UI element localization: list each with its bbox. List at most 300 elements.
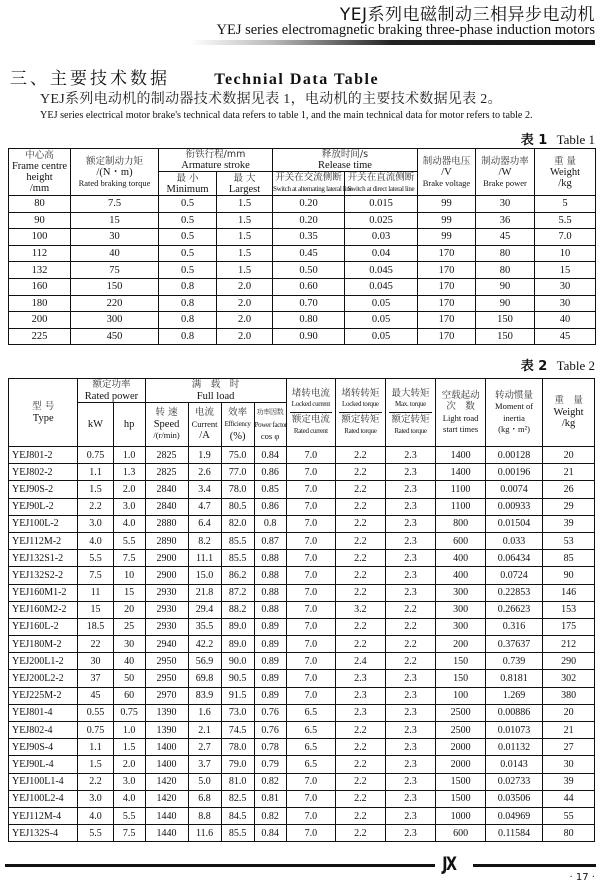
table-cell: 0.033: [485, 532, 542, 549]
header-label: 重 量: [554, 395, 583, 407]
header-label: /A: [199, 430, 210, 442]
table-cell: 5.5: [113, 807, 145, 824]
table-cell: 2.3: [385, 447, 436, 464]
table-cell: 3.0: [78, 790, 113, 807]
section-title: [10, 64, 379, 89]
table-cell: 112: [9, 245, 71, 262]
table-cell: 600: [436, 532, 486, 549]
table-cell: 2.2: [385, 618, 436, 635]
table-cell: 2.3: [385, 550, 436, 567]
table-row: [9, 567, 595, 584]
table-row: [9, 670, 595, 687]
col-stroke-min: [159, 172, 217, 196]
table-cell: 6.5: [286, 739, 336, 756]
table-cell: YEJ100L2-4: [9, 790, 78, 807]
table-row: [9, 601, 595, 618]
header-label: 满 载 时: [191, 379, 240, 390]
table-cell: 2950: [145, 670, 188, 687]
table-cell: 15: [113, 584, 145, 601]
table-cell: 42.2: [188, 636, 221, 653]
table-cell: 153: [543, 601, 595, 618]
table-row: [9, 464, 595, 481]
table-cell: 0.80: [273, 312, 345, 329]
header-title-en: YEJ series electromagnetic braking three-phase induction motors: [216, 22, 595, 38]
table-cell: 0.87: [254, 532, 286, 549]
table-cell: YEJ132S1-2: [9, 550, 78, 567]
table-cell: 1390: [145, 722, 188, 739]
table-cell: 0.55: [78, 704, 113, 721]
table-cell: 0.85: [254, 481, 286, 498]
table1-caption-en: Table 1: [556, 132, 595, 147]
table-cell: 27: [543, 739, 595, 756]
table-cell: 0.20: [273, 196, 345, 213]
table-cell: 2.2: [336, 567, 386, 584]
table-cell: 0.50: [273, 262, 345, 279]
table-cell: 2.0: [217, 312, 273, 329]
table-cell: 0.81: [254, 790, 286, 807]
table-cell: 29.4: [188, 601, 221, 618]
table-cell: 0.5: [159, 212, 217, 229]
table-cell: 1500: [436, 790, 486, 807]
header-label: Type: [32, 412, 54, 424]
table2-caption-cn: 表 2: [520, 359, 548, 374]
table-cell: 2.2: [385, 636, 436, 653]
table-row: [9, 515, 595, 532]
footer-rule-left: [5, 864, 435, 867]
table-cell: 0.84: [254, 825, 286, 842]
table-cell: 0.015: [345, 196, 418, 213]
table-cell: 82.0: [221, 515, 254, 532]
table-cell: 0.8: [159, 278, 217, 295]
table-cell: 2.2: [336, 825, 386, 842]
table-cell: 21: [543, 464, 595, 481]
table-cell: 1400: [436, 464, 486, 481]
table-cell: 7.0: [286, 498, 336, 515]
table-cell: 150: [476, 328, 535, 345]
table-cell: 2.2: [336, 790, 386, 807]
section-title-cn: 三、主要技术数据: [10, 69, 170, 89]
header-label: /(N・m): [96, 166, 133, 178]
table-cell: 1400: [145, 756, 188, 773]
table-cell: 56.9: [188, 653, 221, 670]
table-cell: 45: [476, 229, 535, 246]
table-cell: 2.3: [385, 584, 436, 601]
table-cell: 7.0: [535, 229, 596, 246]
table-cell: YEJ160M1-2: [9, 584, 78, 601]
table-cell: 2.4: [336, 653, 386, 670]
table-cell: 77.0: [221, 464, 254, 481]
table-cell: 0.8: [159, 295, 217, 312]
table-cell: 7.0: [286, 618, 336, 635]
table-cell: 0.04: [345, 245, 418, 262]
table-cell: 85: [543, 550, 595, 567]
page-number: · 17 ·: [569, 872, 595, 883]
table-cell: 1.5: [78, 756, 113, 773]
table-cell: 2.3: [336, 704, 386, 721]
table-cell: 20: [113, 601, 145, 618]
table-cell: 7.0: [286, 653, 336, 670]
table-cell: 85.5: [221, 825, 254, 842]
header-label: /mm: [29, 183, 50, 194]
table-cell: 0.00196: [485, 464, 542, 481]
table-cell: 2880: [145, 515, 188, 532]
col-speed: [145, 403, 188, 447]
header-label: 开关在直流侧断: [347, 172, 415, 183]
table-cell: 30: [535, 295, 596, 312]
table-cell: 0.05: [345, 312, 418, 329]
header-label: kW: [87, 418, 104, 430]
table-cell: 1.0: [113, 447, 145, 464]
table-cell: 0.0724: [485, 567, 542, 584]
header-label: 额定转矩: [341, 413, 380, 425]
table-cell: 2500: [436, 704, 486, 721]
table-cell: YEJ90L-4: [9, 756, 78, 773]
header-label: Brake power: [483, 177, 527, 188]
table-cell: 600: [436, 825, 486, 842]
table-cell: 20: [543, 704, 595, 721]
table-cell: 25: [113, 618, 145, 635]
table-cell: 1500: [436, 773, 486, 790]
table-cell: 146: [543, 584, 595, 601]
table-cell: 44: [543, 790, 595, 807]
table-cell: 85.5: [221, 550, 254, 567]
table-cell: 82.5: [221, 790, 254, 807]
header-label: 效率: [228, 406, 248, 418]
table-cell: 30: [113, 636, 145, 653]
table-cell: 6.5: [286, 722, 336, 739]
table-cell: 80: [9, 196, 71, 213]
table-cell: 30: [71, 229, 159, 246]
table-cell: 6.4: [188, 515, 221, 532]
table-cell: 300: [436, 618, 486, 635]
header-label: Max. torque: [389, 399, 433, 413]
table-row: [9, 532, 595, 549]
table-cell: 90: [476, 295, 535, 312]
table-cell: 0.82: [254, 807, 286, 824]
table-cell: 7.0: [286, 447, 336, 464]
table-cell: 7.0: [286, 773, 336, 790]
table-cell: 5.5: [78, 825, 113, 842]
table-cell: 5.5: [78, 550, 113, 567]
header-label: Weight: [553, 406, 584, 418]
header-label: Power factor: [254, 420, 287, 429]
table-cell: 50: [113, 670, 145, 687]
table-row: [9, 196, 596, 213]
table-cell: 290: [543, 653, 595, 670]
table-cell: 7.5: [113, 825, 145, 842]
section-title-en: Technial Data Table: [214, 71, 380, 88]
header-label: Switch at direct lateral line: [347, 185, 415, 193]
table-cell: 90.5: [221, 670, 254, 687]
table-cell: 2.3: [385, 481, 436, 498]
table-cell: 0.75: [78, 447, 113, 464]
table-cell: 0.35: [273, 229, 345, 246]
table-cell: 2825: [145, 447, 188, 464]
table-cell: 200: [9, 312, 71, 329]
table-cell: 170: [418, 295, 476, 312]
table-cell: 78.0: [221, 481, 254, 498]
table-cell: 2.2: [385, 601, 436, 618]
table-cell: 0.70: [273, 295, 345, 312]
table-cell: 87.2: [221, 584, 254, 601]
header-label: Light road start times: [442, 412, 479, 434]
table-cell: 91.5: [221, 687, 254, 704]
table-cell: 170: [418, 262, 476, 279]
table-cell: 2.2: [78, 498, 113, 515]
table-cell: 1.5: [217, 245, 273, 262]
col-stroke-max: [217, 172, 273, 196]
table-cell: 2.3: [385, 498, 436, 515]
header-label: /V: [441, 166, 452, 178]
table-row: [9, 739, 595, 756]
table-cell: 0.8: [254, 515, 286, 532]
table-cell: 6.8: [188, 790, 221, 807]
table-cell: 26: [543, 481, 595, 498]
table-cell: 0.8: [159, 312, 217, 329]
header-label: 功率因数: [256, 408, 284, 417]
table-cell: YEJ132S-4: [9, 825, 78, 842]
header-label: Release time: [318, 160, 372, 171]
table-cell: 0.88: [254, 601, 286, 618]
header-label: Switch at alternating lateral line: [273, 185, 353, 193]
table-cell: 8.8: [188, 807, 221, 824]
table-cell: 2.2: [336, 550, 386, 567]
header-label: Rated current: [293, 427, 328, 435]
table-cell: 29: [543, 498, 595, 515]
table-cell: 0.26623: [485, 601, 542, 618]
header-label: 型 号: [32, 401, 55, 412]
table-cell: 0.79: [254, 756, 286, 773]
table-cell: 7.0: [286, 584, 336, 601]
table-cell: 170: [418, 328, 476, 345]
table-cell: 1390: [145, 704, 188, 721]
table-cell: 2.2: [336, 756, 386, 773]
header-label: 额定功率: [92, 379, 131, 390]
table-cell: 2.3: [385, 464, 436, 481]
table-cell: 0.0143: [485, 756, 542, 773]
table-cell: YEJ802-2: [9, 464, 78, 481]
table-cell: 40: [113, 653, 145, 670]
header-label: Full load: [196, 390, 235, 402]
col-locked-current-ratio: [286, 379, 336, 447]
table-cell: 2970: [145, 687, 188, 704]
table-cell: 2890: [145, 532, 188, 549]
table-cell: 8.2: [188, 532, 221, 549]
header-label: (%): [229, 430, 246, 442]
col-locked-torque-ratio: [336, 379, 386, 447]
table-cell: 0.88: [254, 550, 286, 567]
col-weight: [535, 149, 596, 196]
table-cell: 15.0: [188, 567, 221, 584]
header-label: Current: [191, 418, 218, 429]
table-cell: 18.5: [78, 618, 113, 635]
header-label: Largest: [228, 183, 261, 195]
table-cell: 10: [113, 567, 145, 584]
table-cell: 99: [418, 212, 476, 229]
table-cell: 0.04969: [485, 807, 542, 824]
table-cell: 7.0: [286, 550, 336, 567]
table-cell: 20: [543, 447, 595, 464]
table-cell: 450: [71, 328, 159, 345]
table-cell: 7.0: [286, 481, 336, 498]
table-cell: 0.045: [345, 278, 418, 295]
table-cell: 0.89: [254, 636, 286, 653]
col-kw: [78, 403, 113, 447]
table-cell: 7.5: [78, 567, 113, 584]
table-cell: 30: [476, 196, 535, 213]
table-cell: 2.3: [385, 515, 436, 532]
table-cell: 2.2: [336, 584, 386, 601]
table-row: [9, 584, 595, 601]
table-cell: 7.0: [286, 567, 336, 584]
header-label: /kg: [558, 177, 572, 189]
table-cell: 2500: [436, 722, 486, 739]
table-cell: 0.045: [345, 262, 418, 279]
header-label: 衔铁行程/mm: [185, 149, 246, 160]
table-cell: 2.2: [336, 447, 386, 464]
table-cell: 90: [543, 567, 595, 584]
table-cell: 2.3: [385, 532, 436, 549]
table-cell: 1100: [436, 481, 486, 498]
table-cell: 220: [71, 295, 159, 312]
table-cell: 132: [9, 262, 71, 279]
footer-rule-right: [473, 864, 596, 867]
table-cell: 2.3: [336, 687, 386, 704]
header-label: 重 量: [553, 155, 577, 167]
table-cell: 7.0: [286, 670, 336, 687]
header-label: Rated braking torque: [78, 177, 151, 188]
table-cell: 2.3: [385, 807, 436, 824]
table-cell: 99: [418, 196, 476, 213]
table-cell: 0.316: [485, 618, 542, 635]
table-cell: 150: [476, 312, 535, 329]
header-label: 制动器功率: [481, 155, 529, 167]
col-max-torque-ratio: [385, 379, 436, 447]
header-label: 额定转矩: [391, 413, 430, 425]
table-cell: 74.5: [221, 722, 254, 739]
table-cell: 0.8181: [485, 670, 542, 687]
table-cell: 0.89: [254, 653, 286, 670]
header-label: 转动惯量: [495, 389, 534, 401]
table-row: [9, 245, 596, 262]
table-cell: 5.5: [535, 212, 596, 229]
header-label: 制动器电压: [422, 155, 471, 167]
table-cell: 0.03: [345, 229, 418, 246]
table-cell: 0.20: [273, 212, 345, 229]
table-cell: 5.0: [188, 773, 221, 790]
table-row: [9, 262, 596, 279]
table-cell: 200: [436, 636, 486, 653]
table-cell: 83.9: [188, 687, 221, 704]
header-label: Rated torque: [344, 427, 377, 435]
col-type: [9, 379, 78, 447]
header-label: 堵转转矩: [341, 387, 380, 399]
table-cell: 6.5: [286, 756, 336, 773]
table-cell: 1.3: [113, 464, 145, 481]
table-cell: 0.00933: [485, 498, 542, 515]
col-frame-height: [9, 149, 71, 196]
table-cell: 60: [113, 687, 145, 704]
table-cell: YEJ90L-2: [9, 498, 78, 515]
col-weight: [543, 379, 595, 447]
header-title-cn: YEJ系列电磁制动三相异步电动机: [339, 5, 595, 25]
table-cell: 11.6: [188, 825, 221, 842]
table-cell: 79.0: [221, 756, 254, 773]
table-cell: 2.2: [336, 618, 386, 635]
table-cell: 0.88: [254, 567, 286, 584]
table-row: [9, 653, 595, 670]
table2-caption-en: Table 2: [556, 358, 595, 373]
table-cell: 150: [71, 278, 159, 295]
table-cell: 2.2: [336, 807, 386, 824]
header-label: Locked torque: [339, 399, 382, 413]
table-cell: 0.025: [345, 212, 418, 229]
table-cell: 2.3: [385, 670, 436, 687]
table-cell: 1.6: [188, 704, 221, 721]
table-cell: 0.84: [254, 447, 286, 464]
table-cell: 73.0: [221, 704, 254, 721]
table-cell: 2.2: [336, 515, 386, 532]
table-cell: 2.0: [217, 328, 273, 345]
table-cell: 2.0: [217, 295, 273, 312]
table-cell: 800: [436, 515, 486, 532]
table-cell: 7.0: [286, 464, 336, 481]
header-label: /(r/min): [153, 430, 180, 441]
table-cell: 3.0: [78, 515, 113, 532]
table-cell: 4.0: [78, 807, 113, 824]
table-cell: 1420: [145, 773, 188, 790]
header-label: Locked current: [290, 399, 333, 413]
table-cell: 2.1: [188, 722, 221, 739]
table-row: [9, 328, 596, 345]
table-cell: 1.5: [217, 196, 273, 213]
table-cell: 1400: [145, 739, 188, 756]
table-cell: 2000: [436, 756, 486, 773]
table-cell: 4.7: [188, 498, 221, 515]
col-brake-voltage: [418, 149, 476, 196]
col-efficiency: [221, 403, 254, 447]
table-cell: 0.76: [254, 722, 286, 739]
table-cell: 170: [418, 245, 476, 262]
table-cell: 0.5: [159, 229, 217, 246]
table-cell: 212: [543, 636, 595, 653]
table-cell: 4.0: [113, 515, 145, 532]
table-cell: 300: [436, 601, 486, 618]
table-cell: 4.0: [78, 532, 113, 549]
table-cell: 0.03506: [485, 790, 542, 807]
table-cell: 1.1: [78, 464, 113, 481]
table-cell: 0.88: [254, 584, 286, 601]
table-cell: 7.0: [286, 807, 336, 824]
header-label: 开关在交流侧断: [275, 172, 342, 183]
table-cell: 0.89: [254, 687, 286, 704]
header-label: 释放时间/s: [321, 149, 369, 160]
table-cell: 2840: [145, 481, 188, 498]
table-cell: 75: [71, 262, 159, 279]
table-cell: YEJ100L-2: [9, 515, 78, 532]
table-cell: 2.2: [336, 464, 386, 481]
table-cell: YEJ180M-2: [9, 636, 78, 653]
col-rated-power: [78, 379, 145, 403]
table-cell: 0.11584: [485, 825, 542, 842]
table-cell: 2.3: [385, 773, 436, 790]
table-cell: 80.5: [221, 498, 254, 515]
table-cell: 100: [436, 687, 486, 704]
table-cell: 0.86: [254, 498, 286, 515]
header-label: Frame centre height: [11, 161, 68, 183]
table-cell: 0.75: [78, 722, 113, 739]
table-cell: 5.5: [113, 532, 145, 549]
